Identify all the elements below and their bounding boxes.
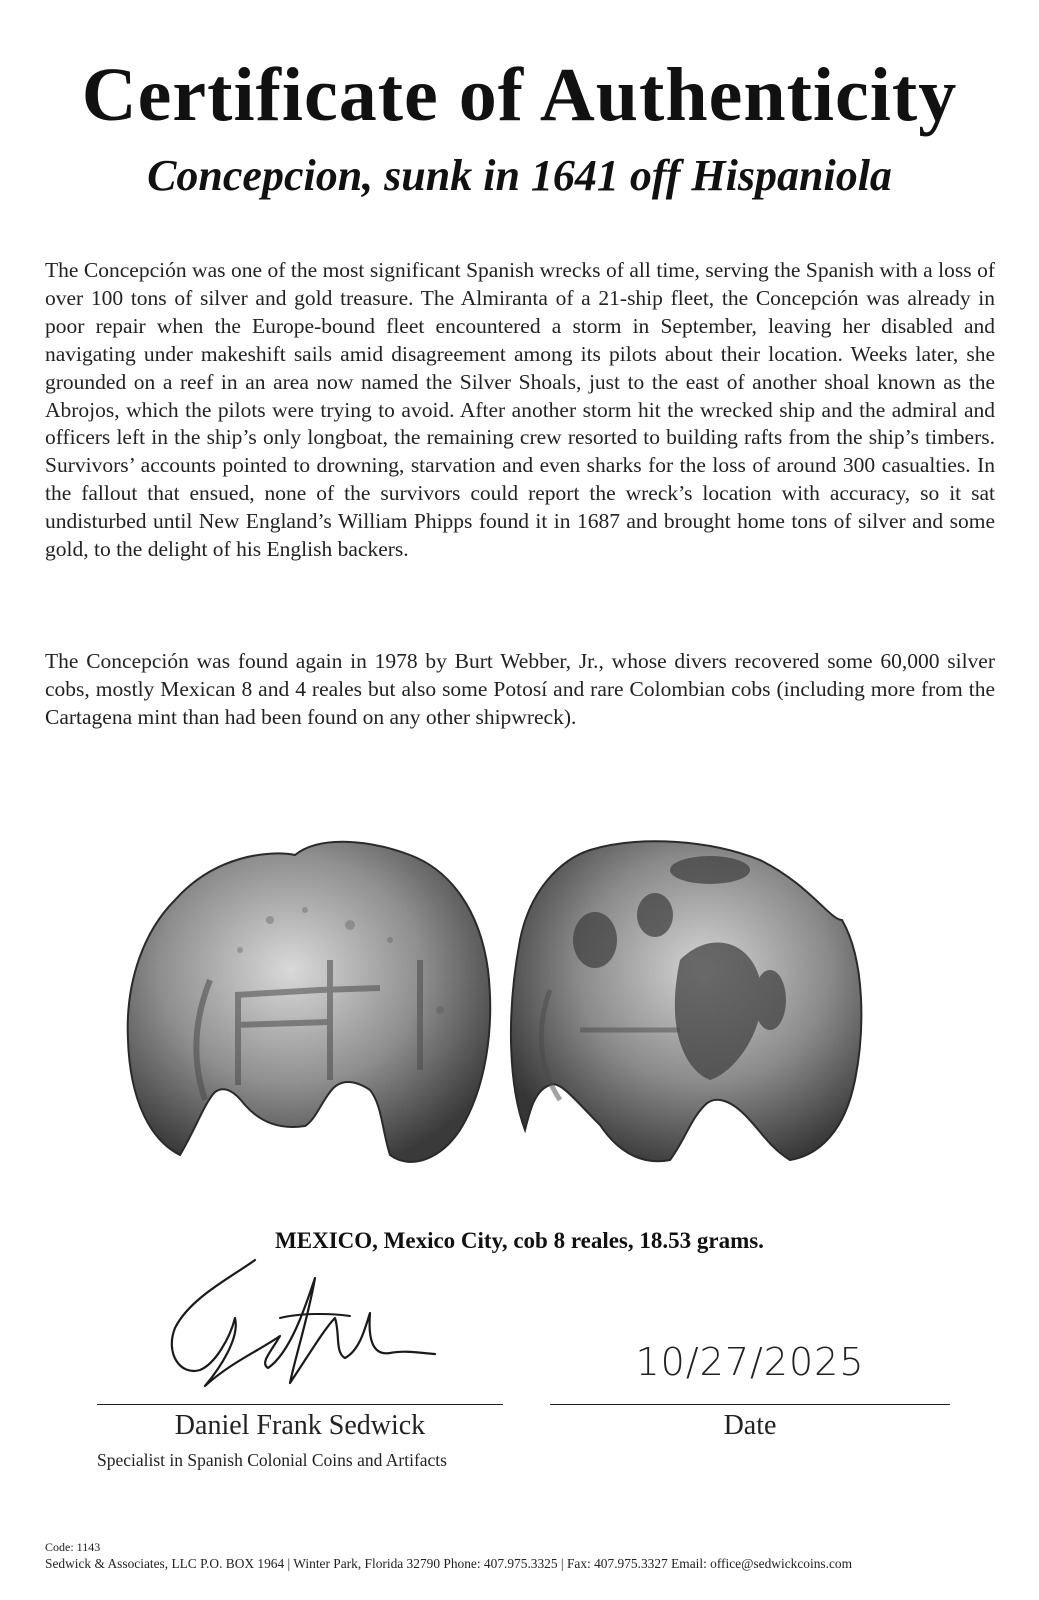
history-paragraph: The Concepción was one of the most significant Spanish wrecks of all time, serving the Spanish with a loss of over 100 tons of silver and gold treasure. The Almiranta of a 21-ship fleet, the Concepción was already in poor repair when the Europe-bound fleet encountered a storm in September, leaving her disabled and navigating under makeshift sails amid disagreement among its pilots about their location. Weeks later, she grounded on a reef in an area now named the Silver Shoals, just to the east of another shoal known as the Abrojos, which the pilots were trying to avoid. After another storm hit the wrecked ship and the admiral and officers left in the ship’s only longboat, the remaining crew resorted to building rafts from the ship’s timbers. Survivors’ accounts pointed to drowning, starvation and even sharks for the loss of around 300 casualties. In the fallout that ensued, none of the survivors could report the wreck’s location with accuracy, so it sat undisturbed until New England’s William Phipps found it in 1687 and brought home tons of silver and some gold, to the delight of his English backers. [45, 258, 995, 562]
signer-name: Daniel Frank Sedwick [174, 1410, 426, 1441]
date-line [550, 1404, 950, 1405]
date-value: 10/27/2025 [635, 1340, 865, 1384]
recovery-paragraph: The Concepción was found again in 1978 by Burt Webber, Jr., whose divers recovered some 60,000 silver cobs, mostly Mexican 8 and 4 reales but also some Potosí and rare Colombian cobs (including more from the Cartagena mint than had been found on any other shipwreck). [45, 649, 995, 729]
signer-title: Specialist in Spanish Colonial Coins and Artifacts [97, 1450, 447, 1470]
certificate-subtitle: Concepcion, sunk in 1641 off Hispaniola [147, 151, 892, 200]
coin-reverse [511, 841, 861, 1161]
certificate-code: Code: 1143 [45, 1540, 101, 1554]
company-contact: Sedwick & Associates, LLC P.O. BOX 1964 | Winter Park, Florida 32790 Phone: 407.975.3325 | Fax: 407.975.3327 Email: office@sedwickcoins.com [45, 1556, 853, 1571]
date-label: Date [723, 1410, 777, 1441]
signature-line [97, 1404, 503, 1405]
coin-photo [120, 830, 880, 1190]
certificate-title: Certificate of Authenticity [81, 53, 958, 137]
signature-image [160, 1258, 440, 1398]
coin-caption: MEXICO, Mexico City, cob 8 reales, 18.53 grams. [275, 1228, 764, 1253]
coin-obverse [128, 842, 490, 1162]
